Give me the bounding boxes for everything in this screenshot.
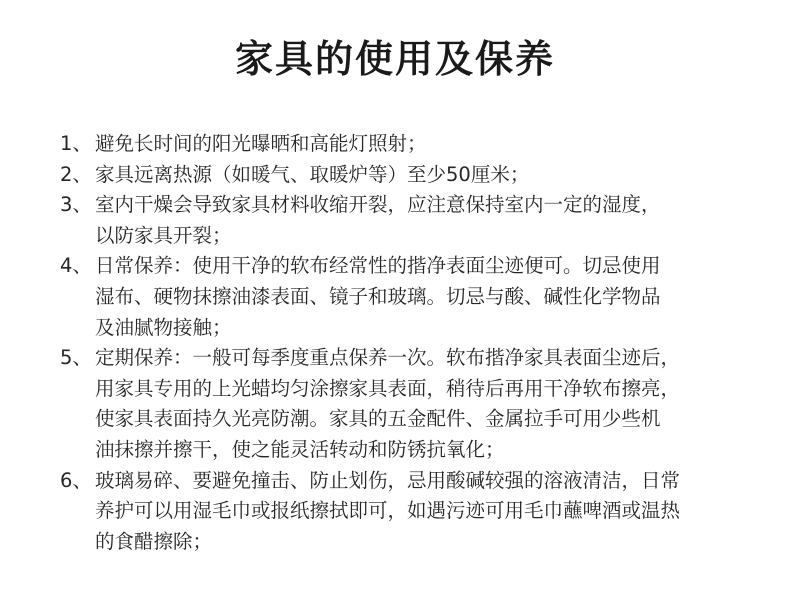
list-item [60,466,750,558]
item-number: 2、 [60,162,92,186]
item-text-line: 定期保养：一般可每季度重点保养一次。软布揩净家具表面尘迹后， [95,346,681,370]
item-number: 3、 [60,193,92,217]
list-item [60,129,750,160]
item-text-line: 避免长时间的阳光曝晒和高能灯照射； [95,132,427,155]
item-text-line: 日常保养：使用干净的软布经常性的揩净表面尘迹便可。切忌使用 [95,254,661,278]
item-text-line: 家具远离热源（如暖气、取暖炉等）至少50厘米； [95,162,530,186]
item-text-line: 用家具专用的上光蜡均匀涂擦家具表面，稍待后再用干净软布擦亮， [95,376,681,400]
page-title: 家具的使用及保养 [234,37,555,81]
list-item [60,251,750,343]
item-number: 1、 [60,132,92,155]
list-item [60,343,750,465]
list-item [60,190,750,251]
list-item [60,160,750,191]
item-text-line: 室内干燥会导致家具材料收缩开裂，应注意保持室内一定的湿度， [95,193,661,217]
item-number: 5、 [60,346,92,370]
item-text-line: 湿布、硬物抹擦油漆表面、镜子和玻璃。切忌与酸、碱性化学物品 [95,284,661,308]
item-text-line: 使家具表面持久光亮防潮。家具的五金配件、金属拉手可用少些机 [95,407,661,431]
item-number: 4、 [60,254,92,278]
item-text-line: 以防家具开裂； [95,223,232,247]
item-text-line: 的食醋擦除； [95,529,213,553]
item-number: 6、 [60,468,92,492]
care-instructions-list [60,129,750,557]
item-text-line: 养护可以用湿毛巾或报纸擦拭即可，如遇污迹可用毛巾蘸啤酒或温热 [95,499,681,523]
item-text-line: 玻璃易碎、要避免撞击、防止划伤，忌用酸碱较强的溶液清洁，日常 [95,468,681,492]
item-text-line: 及油腻物接触； [95,315,232,339]
item-text-line: 油抹擦并擦干，使之能灵活转动和防锈抗氧化； [95,437,505,461]
